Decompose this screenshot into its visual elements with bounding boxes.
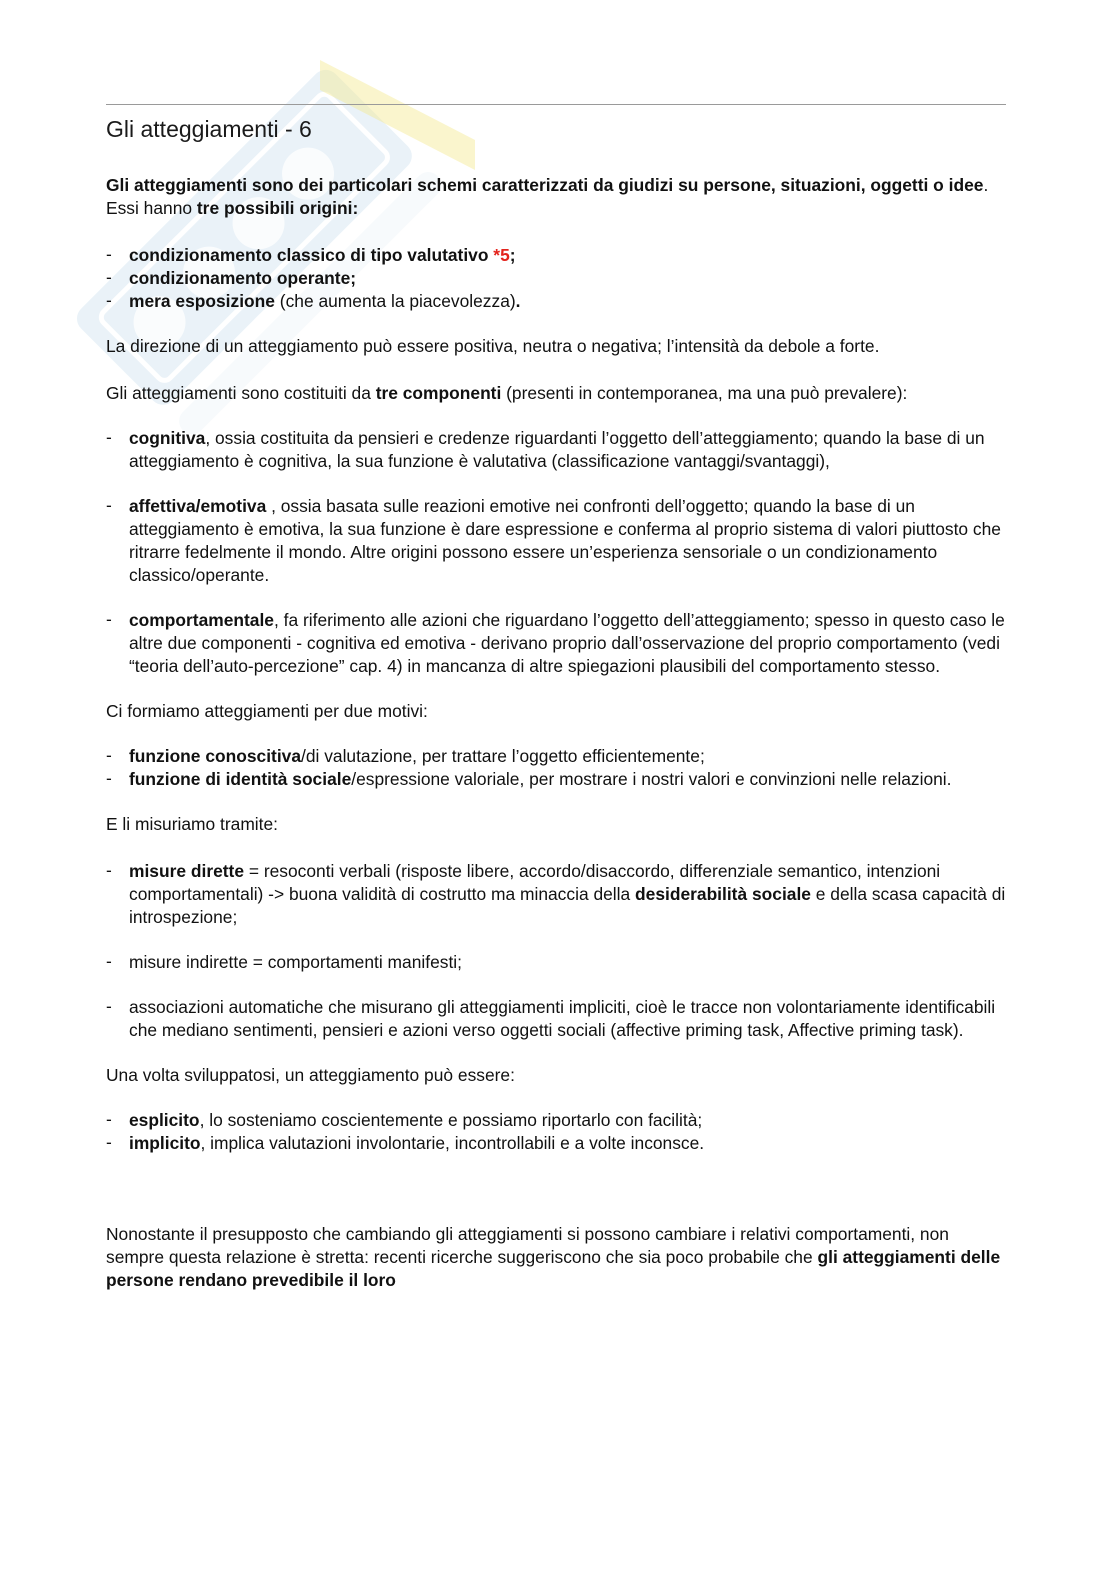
- list-item: - funzione conoscitiva/di valutazione, per trattare l’oggetto efficientemente;: [106, 745, 1006, 768]
- list-item: - misure dirette = resoconti verbali (risposte libere, accordo/disaccordo, differenziale semantico, intenzioni comportamentali) -> buona validità di costrutto ma minaccia della desiderabilità sociale e della scasa capacità di introspezione;: [106, 860, 1006, 929]
- footnote-ref: *5: [493, 245, 510, 265]
- types-intro: Una volta sviluppatosi, un atteggiamento può essere:: [106, 1065, 515, 1085]
- motives-intro: Ci formiamo atteggiamenti per due motivi:: [106, 701, 428, 721]
- list-item: - associazioni automatiche che misurano gli atteggiamenti impliciti, cioè le tracce non volontariamente identificabili che mediano sentimenti, pensieri e azioni verso oggetti sociali (affective priming task, Affective priming task).: [106, 996, 1006, 1042]
- list-item: - affettiva/emotiva , ossia basata sulle reazioni emotive nei confronti dell’oggetto; quando la base di un atteggiamento è emotiva, la sua funzione è dare espressione e conferma al proprio sistema di valori piuttosto che ritrarre fedelmente il mondo. Altre origini possono essere un’esperienza sensoriale o un condizionamento classico/operante.: [106, 495, 1006, 587]
- document-body: [106, 174, 1006, 1292]
- measures-list: [106, 860, 1006, 1042]
- list-item: - comportamentale, fa riferimento alle azioni che riguardano l’oggetto dell’atteggiamento; spesso in questo caso le altre due componenti - cognitiva ed emotiva - derivano proprio dall’osservazione del proprio comportamento (vedi “teoria dell’auto-percezione” cap. 4) in mancanza di altre spiegazioni plausibili del comportamento stesso.: [106, 609, 1006, 678]
- closing-paragraph: Nonostante il presupposto che cambiando gli atteggiamenti si possono cambiare i relativi comportamenti, non sempre questa relazione è stretta: recenti ricerche suggeriscono che sia poco probabile che gli atteggiamenti delle persone rendano prevedibile il loro: [106, 1224, 1001, 1290]
- measures-intro: E li misuriamo tramite:: [106, 814, 279, 834]
- list-item: - condizionamento operante;: [106, 267, 1006, 290]
- components-intro: Gli atteggiamenti sono costituiti da tre componenti (presenti in contemporanea, ma una può prevalere):: [106, 383, 908, 403]
- header-rule: [106, 104, 1006, 105]
- list-item: - implicito, implica valutazioni involontarie, incontrollabili e a volte inconsce.: [106, 1132, 1006, 1155]
- list-item: - cognitiva, ossia costituita da pensieri e credenze riguardanti l’oggetto dell’atteggiamento; quando la base di un atteggiamento è cognitiva, la sua funzione è valutativa (classificazione vantaggi/svantaggi),: [106, 427, 1006, 473]
- list-item: - esplicito, lo sosteniamo coscientemente e possiamo riportarlo con facilità;: [106, 1109, 1006, 1132]
- list-item: - mera esposizione (che aumenta la piacevolezza).: [106, 290, 1006, 313]
- types-list: [106, 1109, 1006, 1155]
- direction-paragraph: La direzione di un atteggiamento può essere positiva, neutra o negativa; l’intensità da debole a forte.: [106, 336, 880, 356]
- origins-list: [106, 244, 1006, 313]
- page-title: Gli atteggiamenti - 6: [106, 116, 312, 142]
- list-item: - misure indirette = comportamenti manifesti;: [106, 951, 1006, 974]
- components-list: [106, 427, 1006, 678]
- list-item: - condizionamento classico di tipo valutativo *5;: [106, 244, 1006, 267]
- motives-list: [106, 745, 1006, 791]
- intro-paragraph: Gli atteggiamenti sono dei particolari schemi caratterizzati da giudizi su persone, situazioni, oggetti o idee. Essi hanno tre possibili origini:: [106, 175, 989, 218]
- list-item: - funzione di identità sociale/espressione valoriale, per mostrare i nostri valori e convinzioni nelle relazioni.: [106, 768, 1006, 791]
